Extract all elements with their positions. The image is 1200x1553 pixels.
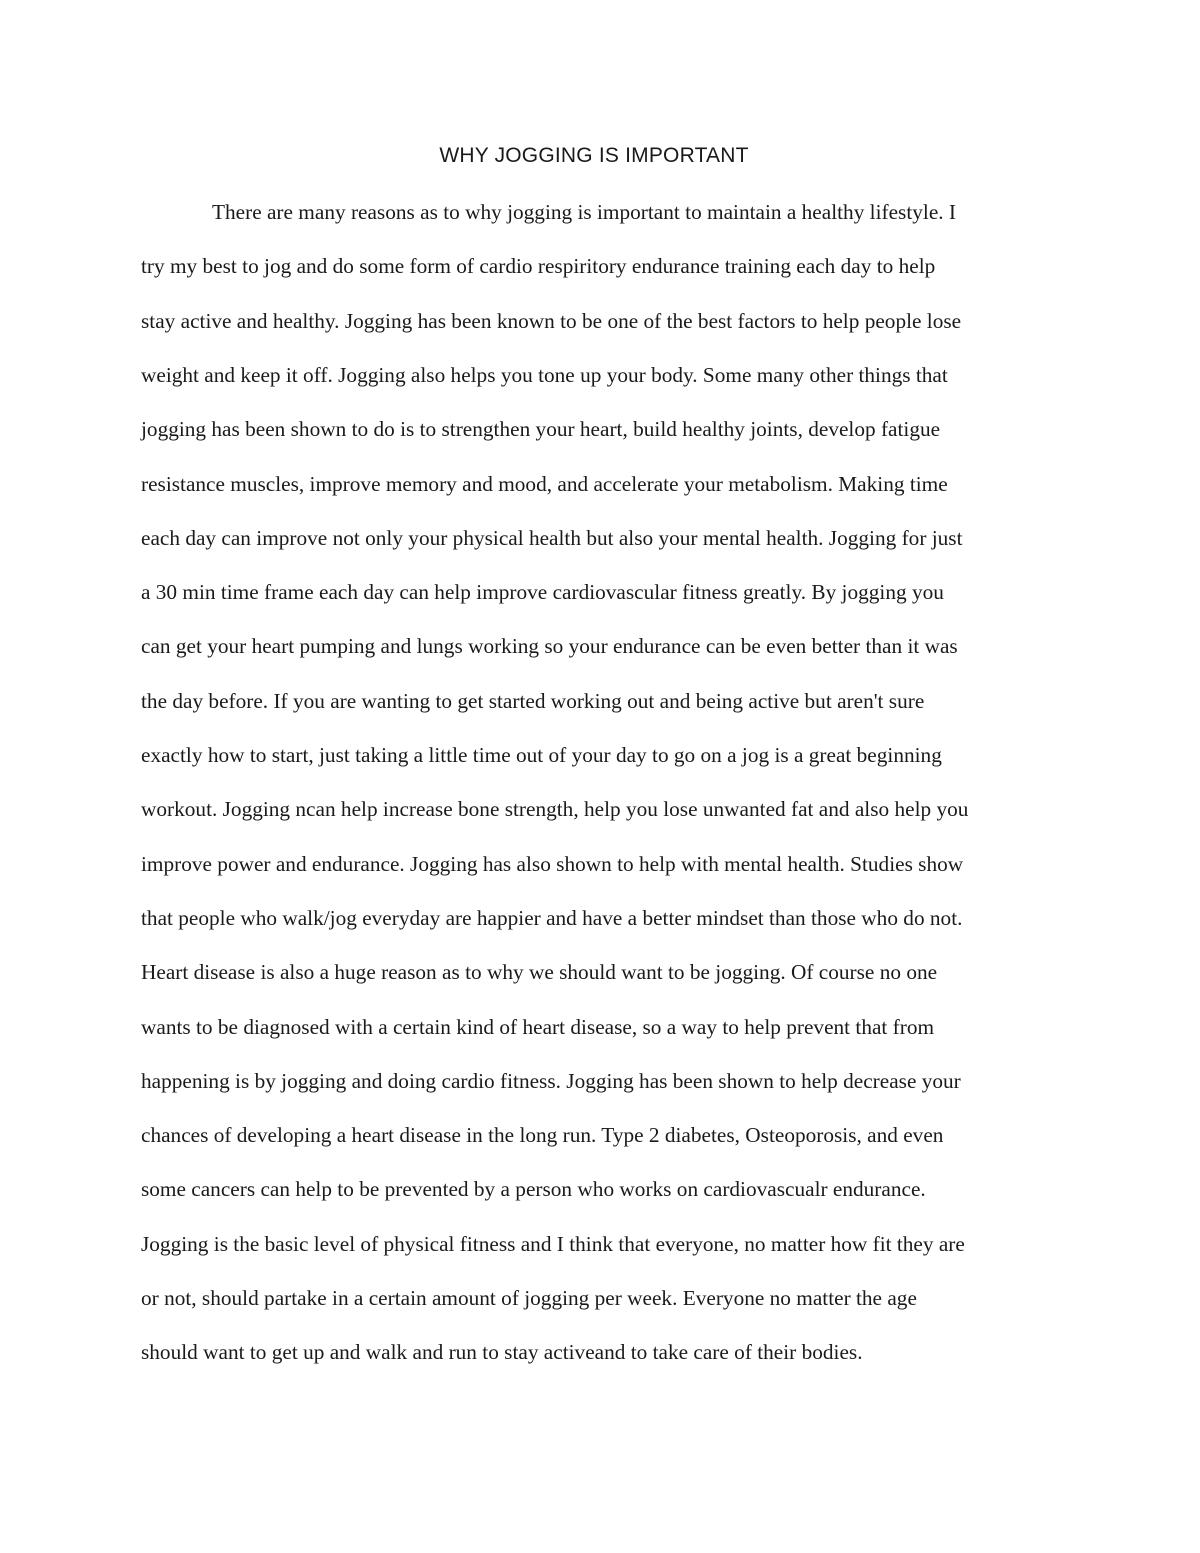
body-text-line: should want to get up and walk and run to stay activeand to take care of their bodies. — [141, 1340, 863, 1365]
body-text-line: workout. Jogging ncan help increase bone strength, help you lose unwanted fat and also help you — [141, 797, 969, 822]
body-text-line: some cancers can help to be prevented by a person who works on cardiovascualr endurance. — [141, 1177, 926, 1202]
body-text-line: a 30 min time frame each day can help improve cardiovascular fitness greatly. By jogging you — [141, 580, 944, 605]
body-text-line: wants to be diagnosed with a certain kind of heart disease, so a way to help prevent that from — [141, 1014, 935, 1039]
body-text-line: improve power and endurance. Jogging has also shown to help with mental health. Studies show — [141, 851, 964, 876]
body-text-line: weight and keep it off. Jogging also helps you tone up your body. Some many other things that — [141, 362, 948, 387]
body-text-line: There are many reasons as to why jogging is important to maintain a healthy lifestyle. I — [212, 200, 957, 224]
body-text-line: exactly how to start, just taking a little time out of your day to go on a jog is a great beginning — [141, 743, 942, 767]
body-text-line: resistance muscles, improve memory and mood, and accelerate your metabolism. Making time — [141, 471, 948, 496]
body-text-line: or not, should partake in a certain amount of jogging per week. Everyone no matter the age — [141, 1286, 917, 1310]
body-text-line: Jogging is the basic level of physical fitness and I think that everyone, no matter how fit they are — [141, 1231, 965, 1256]
body-text-line: each day can improve not only your physical health but also your mental health. Jogging for just — [141, 525, 963, 550]
body-text-line: happening is by jogging and doing cardio fitness. Jogging has been shown to help decrease your — [141, 1068, 961, 1093]
body-text-line: the day before. If you are wanting to get started working out and being active but aren't sure — [141, 688, 925, 713]
body-text-line: jogging has been shown to do is to strengthen your heart, build healthy joints, develop fatigue — [141, 417, 941, 442]
body-text-line: Heart disease is also a huge reason as to why we should want to be jogging. Of course no one — [141, 960, 938, 985]
body-text-line: that people who walk/jog everyday are happier and have a better mindset than those who do not. — [141, 905, 963, 930]
body-text-line: can get your heart pumping and lungs working so your endurance can be even better than it was — [141, 634, 958, 659]
document-title: WHY JOGGING IS IMPORTANT — [439, 144, 749, 167]
body-text-line: try my best to jog and do some form of cardio respiritory endurance training each day to help — [141, 254, 936, 279]
body-text-line: stay active and healthy. Jogging has been known to be one of the best factors to help people lose — [141, 308, 962, 333]
body-text-line: chances of developing a heart disease in the long run. Type 2 diabetes, Osteoporosis, and even — [141, 1123, 944, 1148]
